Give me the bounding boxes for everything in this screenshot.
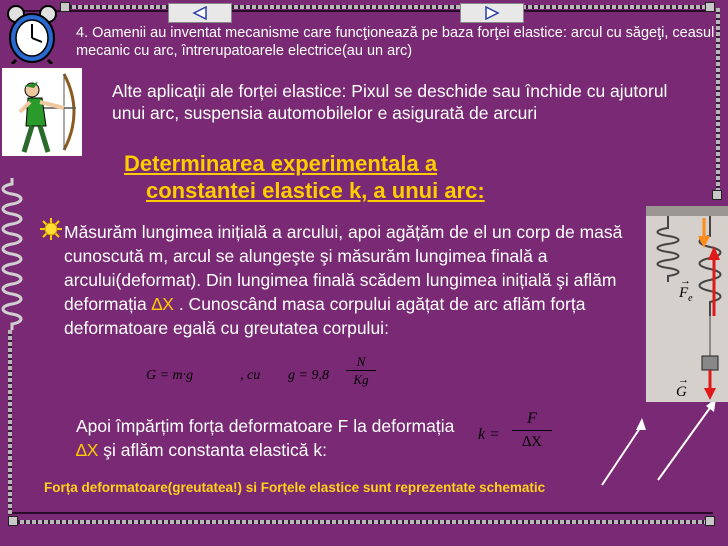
bottom-left-square [8,516,18,526]
intro-text: 4. Oamenii au inventat mecanisme care funcţionează pe baza forţei elastice: arcul cu săgeţi, ceasul mecanic cu arc, întrerupatoarele electrice(au un arc) [76,25,715,59]
delta-x-symbol-2: ∆X [76,440,99,460]
next-slide-button[interactable] [460,3,524,23]
unit-fraction [346,354,376,387]
elastic-force-label: → $F_e$ [679,275,693,304]
archer-icon [2,68,82,156]
weight-formula: G = m·g [146,368,194,383]
top-dotted-border [60,5,710,9]
heading-line-2: constantei elastice k, a unui arc: [146,178,485,203]
k-formula-lhs: k = [478,426,500,443]
bottom-right-square [705,516,715,526]
k-fraction [512,410,552,451]
sun-bullet-icon [40,218,62,240]
unit-numerator: N [356,354,366,369]
unit-denominator: Kg [353,372,369,387]
bottom-border-line [8,512,713,514]
paragraph-part-1: Măsurăm lungimea inițială a arcului, apoi agățăm de el un corp de masă cunoscută m, arcul se alungeşte şi măsurăm lungimea finală a arcului(deformat). Din lungimea finală scădem lungimea inițială şi aflăm deformația [64,222,623,314]
top-right-square [705,2,715,12]
spring-experiment-diagram [646,206,728,402]
heading-line-1: Determinarea experimentala a [124,151,438,176]
bottom-dotted-border [8,520,713,524]
paragraph-part-2: . Cunoscând masa corpului agățat de arc aflăm forța deformatoare egală cu greutatea corpului: [64,294,586,338]
g-letter: G [676,384,687,400]
fe-letter: F [679,285,689,301]
fe-subscript: e [688,293,693,304]
divide-part-2: şi aflăm constanta elastică k: [103,440,327,460]
left-dotted-border [8,330,12,515]
right-dotted-border [716,8,720,198]
section-heading [124,150,594,204]
arrow-right-icon [484,6,500,20]
top-border-line [22,10,712,12]
method-paragraph [64,220,664,340]
left-spring-icon [0,178,24,330]
divide-paragraph [76,414,456,462]
k-denominator: ∆X [521,434,542,450]
bottom-note: Forța deformatoare(greutatea!) si Forțele elastice sunt reprezentate schematic [44,480,546,495]
fraction-bar [346,370,376,371]
divide-part-1: Apoi împărțim forța deformatoare F la deformația [76,416,455,436]
with-label: , cu [240,368,261,383]
applications-text: Alte aplicații ale forței elastice: Pixul se deschide sau închide cu ajutorul unui arc, suspensia automobilelor e asigurată de arcuri [112,81,668,123]
g-value-formula: g = 9,8 [288,368,329,383]
k-fraction-bar [512,430,552,431]
alarm-clock-icon [2,2,62,64]
k-numerator: F [527,410,537,427]
arrow-left-icon [192,6,208,20]
previous-slide-button[interactable] [168,3,232,23]
weight-vector-label: → G [676,374,689,400]
delta-x-symbol: ∆X [151,294,174,314]
